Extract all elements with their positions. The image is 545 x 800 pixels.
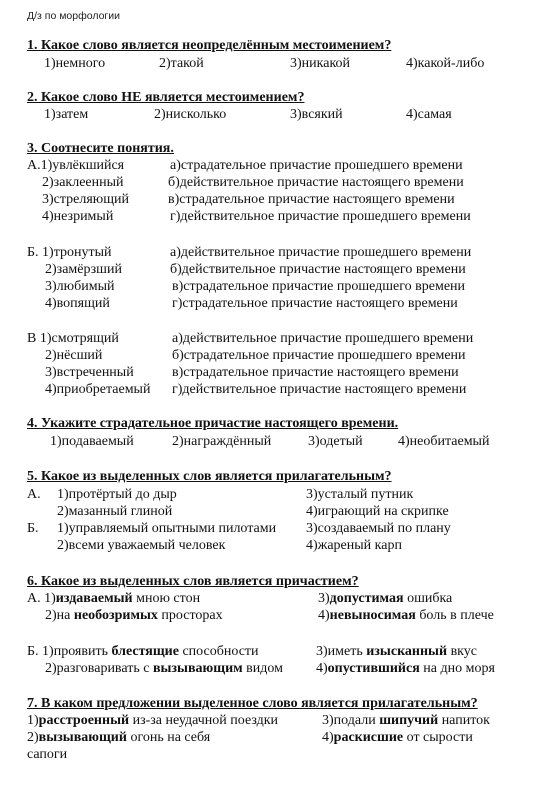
question-7-title: 7. В каком предложении выделенное слово является прилагательным? <box>27 696 478 711</box>
q7-o3-pre: 3)подали <box>322 713 380 728</box>
q3-v-right-2: б)страдательное причастие прошедшего времени <box>172 348 466 363</box>
q7-o1-highlighted-word: расстроенный <box>38 713 130 728</box>
q6-b-option-2 <box>45 661 283 677</box>
q3-b-right-3: в)страдательное причастие прошедшего времени <box>172 279 466 294</box>
q6-a1-pre: А. 1) <box>27 591 56 606</box>
q1-option-3: 3)никакой <box>290 56 351 71</box>
q5-b-label: Б. <box>27 521 39 536</box>
q6-b4-post: на дно моря <box>419 661 495 676</box>
q3-a-left-1: А.1)увлёкшийся <box>27 158 125 173</box>
q7-option-4 <box>322 730 473 746</box>
q6-a4-post: боль в плече <box>415 608 494 623</box>
q6-b3-post: вкус <box>447 644 477 659</box>
q6-b1-pre: Б. 1)проявить <box>27 644 112 659</box>
q5-a-label: А. <box>27 487 41 502</box>
q6-a4-pre: 4) <box>318 608 330 623</box>
q6-b3-pre: 3)иметь <box>316 644 367 659</box>
q3-v-right-4: г)действительное причастие настоящего времени <box>172 382 467 397</box>
q6-a1-post: мною стон <box>132 591 201 606</box>
document-header: Д/з по морфологии <box>27 10 120 22</box>
q5-a-option-2: 2)мазанный глиной <box>57 504 173 519</box>
q3-a-left-2: 2)заклеенный <box>42 175 124 190</box>
question-5-title: 5. Какое из выделенных слов является прилагательным? <box>27 469 392 484</box>
q6-a-option-3 <box>318 591 452 607</box>
q7-o2-post: огонь на себя <box>126 730 211 745</box>
q6-a2-pre: 2)на <box>45 608 74 623</box>
q5-b-option-1: 1)управляемый опытными пилотами <box>57 521 277 536</box>
q2-option-3: 3)всякий <box>290 107 343 122</box>
question-1-title: 1. Какое слово является неопределённым местоимением? <box>27 38 392 53</box>
q6-a-option-4 <box>318 608 494 624</box>
q1-option-2: 2)такой <box>159 56 204 71</box>
q3-a-right-3: в)страдательное причастие настоящего времени <box>168 192 455 207</box>
q2-option-4: 4)самая <box>406 107 452 122</box>
q3-v-right-1: а)действительное причастие прошедшего времени <box>172 331 474 346</box>
question-4-title: 4. Укажите страдательное причастие настоящего времени. <box>27 416 399 431</box>
q2-option-1: 1)затем <box>44 107 89 122</box>
q2-title-not: НЕ <box>121 90 142 105</box>
q2-title-prefix: 2. Какое слово <box>27 90 122 105</box>
q3-a-right-4: г)действительное причастие прошедшего времени <box>170 209 471 224</box>
q6-a2-post: просторах <box>157 608 223 623</box>
q6-a-option-2 <box>45 608 223 624</box>
q3-b-left-1: Б. 1)тронутый <box>27 245 112 260</box>
q5-b-option-4: 4)жареный карп <box>306 538 402 553</box>
q6-b2-post: видом <box>242 661 283 676</box>
q3-b-left-4: 4)вопящий <box>45 296 110 311</box>
q3-v-right-3: в)страдательное причастие настоящего времени <box>172 365 459 380</box>
q6-b-option-1 <box>27 644 259 660</box>
q5-b-option-3: 3)создаваемый по плану <box>306 521 451 536</box>
q6-b2-highlighted-word: вызывающим <box>152 661 243 676</box>
q6-b4-highlighted-word: опустившийся <box>327 661 420 676</box>
q6-a-option-1 <box>27 591 200 607</box>
q3-b-left-2: 2)замёрзший <box>45 262 122 277</box>
q3-a-right-2: б)действительное причастие настоящего времени <box>168 175 464 190</box>
q3-v-left-4: 4)приобретаемый <box>45 382 151 397</box>
q5-a-option-3: 3)усталый путник <box>306 487 414 502</box>
q6-a4-highlighted-word: невыносимая <box>329 608 416 623</box>
q3-a-left-3: 3)стреляющий <box>42 192 130 207</box>
question-2-title <box>27 90 304 106</box>
q6-b3-highlighted-word: изысканный <box>366 644 448 659</box>
q7-o3-post: напиток <box>438 713 490 728</box>
q1-option-1: 1)немного <box>44 56 106 71</box>
q3-v-left-3: 3)встреченный <box>45 365 134 380</box>
q1-option-4: 4)какой-либо <box>406 56 485 71</box>
q6-b2-pre: 2)разговаривать с <box>45 661 153 676</box>
q5-a-option-4: 4)играющий на скрипке <box>306 504 449 519</box>
q7-o4-pre: 4) <box>322 730 334 745</box>
q6-b-option-3 <box>316 644 477 660</box>
q6-a3-post: ошибка <box>403 591 453 606</box>
q4-option-1: 1)подаваемый <box>50 434 134 449</box>
q3-b-right-2: б)действительное причастие настоящего времени <box>170 262 466 277</box>
q7-o2-pre: 2) <box>27 730 39 745</box>
q2-title-suffix: является местоимением? <box>141 90 305 105</box>
q7-o1-pre: 1) <box>27 713 39 728</box>
q3-v-left-2: 2)нёсший <box>45 348 103 363</box>
q4-option-3: 3)одетый <box>308 434 363 449</box>
q5-b-option-2: 2)всеми уважаемый человек <box>57 538 226 553</box>
question-3-title: 3. Соотнесите понятия. <box>27 141 174 156</box>
q7-o4-highlighted-word: раскисшие <box>333 730 404 745</box>
question-6-title: 6. Какое из выделенных слов является причастием? <box>27 574 359 589</box>
q2-option-2: 2)нисколько <box>154 107 227 122</box>
q3-a-left-4: 4)незримый <box>42 209 114 224</box>
q3-b-left-3: 3)любимый <box>45 279 115 294</box>
q3-b-right-4: г)страдательное причастие настоящего времени <box>172 296 458 311</box>
q3-v-left-1: В 1)смотрящий <box>27 331 119 346</box>
q6-a3-pre: 3) <box>318 591 330 606</box>
q7-o3-highlighted-word: шипучий <box>379 713 439 728</box>
q7-option-4-continuation: сапоги <box>27 747 68 762</box>
q4-option-4: 4)необитаемый <box>398 434 490 449</box>
q6-b1-post: способности <box>178 644 259 659</box>
q7-option-2 <box>27 730 210 746</box>
q7-o2-highlighted-word: вызывающий <box>38 730 127 745</box>
q7-o4-post: от сырости <box>403 730 473 745</box>
q6-b1-highlighted-word: блестящие <box>111 644 179 659</box>
q3-b-right-1: а)действительное причастие прошедшего времени <box>170 245 472 260</box>
q6-a1-highlighted-word: издаваемый <box>55 591 133 606</box>
q7-option-3 <box>322 713 490 729</box>
q6-a2-highlighted-word: необозримых <box>73 608 158 623</box>
q6-a3-highlighted-word: допустимая <box>329 591 404 606</box>
q4-option-2: 2)награждённый <box>172 434 272 449</box>
q7-o1-post: из-за неудачной поездки <box>129 713 279 728</box>
q6-b4-pre: 4) <box>316 661 328 676</box>
q7-option-1 <box>27 713 278 729</box>
q6-b-option-4 <box>316 661 495 677</box>
q3-a-right-1: а)страдательное причастие прошедшего времени <box>170 158 463 173</box>
q5-a-option-1: 1)протёртый до дыр <box>57 487 177 502</box>
